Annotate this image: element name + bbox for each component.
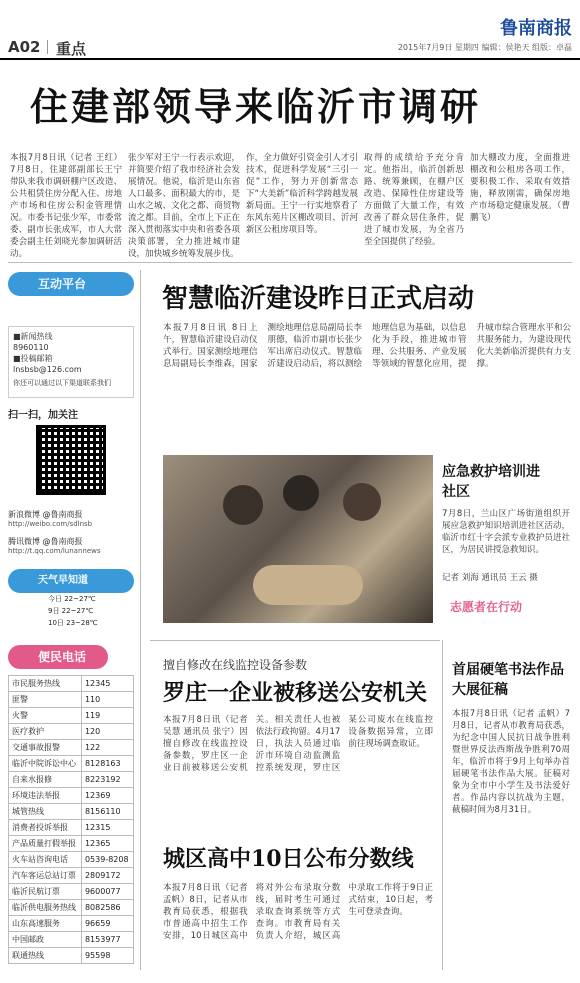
divider	[150, 640, 440, 641]
phone-name: 火车站咨询电话	[9, 852, 82, 868]
phone-row	[9, 692, 134, 708]
email[interactable]: lnsbsb@126.com	[13, 365, 82, 374]
tencent-url[interactable]: http://t.qq.com/lunannews	[8, 547, 101, 555]
phone-name: 匪警	[9, 692, 82, 708]
phone-num: 122	[81, 740, 133, 756]
phone-num: 12369	[81, 788, 133, 804]
qr-code-icon	[36, 425, 106, 495]
volunteer-logo: 志愿者在行动	[450, 600, 523, 614]
phone-row	[9, 884, 134, 900]
phone-row	[9, 788, 134, 804]
news-hotline-label: ■新闻热线	[13, 332, 53, 341]
phone-name: 山东高速服务	[9, 916, 82, 932]
phone-name: 火警	[9, 708, 82, 724]
divider	[8, 262, 572, 263]
column-rule	[442, 640, 443, 970]
contact-box	[8, 326, 134, 398]
phone-row	[9, 708, 134, 724]
weather-title: 天气早知道	[8, 569, 134, 593]
phone-row	[9, 932, 134, 948]
phone-num: 12345	[81, 676, 133, 692]
article3-title: 罗庄一企业被移送公安机关	[163, 680, 428, 706]
article3-kicker: 擅自修改在线监控设备参数	[163, 658, 308, 672]
article4-title: 城区高中10日公布分数线	[163, 846, 414, 872]
weather-day3: 10日 23~28℃	[48, 619, 98, 627]
phone-name: 汽车客运总站订票	[9, 868, 82, 884]
article2-title: 智慧临沂建设昨日正式启动	[162, 284, 475, 314]
phone-name: 产品质量打假举报	[9, 836, 82, 852]
phone-row	[9, 724, 134, 740]
phone-num: 8128163	[81, 756, 133, 772]
phone-name: 临沂中院诉讼中心	[9, 756, 82, 772]
phone-num: 9600077	[81, 884, 133, 900]
scan-label: 扫一扫，加关注	[8, 410, 78, 421]
photo-credit: 记者 刘海 通讯员 王云 摄	[442, 573, 538, 583]
article2-body: 本报7月8日讯 8日上午，智慧临沂建设启动仪式举行。国家测绘地理信息局副局长李维森，国家测绘地理信息局副局长李朋德，临沂市副市长张少军出席启动仪式。智慧临沂建设启动后，将以测绘地理信息为基础，以信息化为手段，推进城市管理、公共服务、产业发展等领域的智慧化应用，提升城市综合管理水平和公共服务能力，为建设现代化大美新临沂提供有力支撑。	[163, 323, 571, 369]
bianmin-title: 便民电话	[8, 645, 108, 669]
scan-note: 你还可以通过以下渠道联系我们	[13, 379, 111, 387]
phone-table	[8, 675, 134, 964]
photo-title: 应急救护培训进社区	[442, 464, 540, 500]
phone-num: 96659	[81, 916, 133, 932]
phone-name: 中国邮政	[9, 932, 82, 948]
phone-name: 城管热线	[9, 804, 82, 820]
header-divider	[47, 40, 48, 54]
phone-row	[9, 820, 134, 836]
phone-num: 2809172	[81, 868, 133, 884]
article5-body: 本报7月8日讯（记者 孟帆）7月8日，记者从市教育局获悉，为纪念中国人民抗日战争胜利暨世界反法西斯战争胜利70周年，临沂市将于9月上旬举办首届硬笔书法作品大展。征稿对象为全市中小学生及书法爱好者。作品内容以抗战为主题，截稿时间为8月31日。	[452, 709, 570, 815]
phone-name: 消费者投诉举报	[9, 820, 82, 836]
article4-body: 本报7月8日讯（记者 孟帆）8日，记者从市教育局获悉，根据我市普通高中招生工作安排，10日城区高中将对外公布录取分数线，届时考生可通过录取查询系统等方式查询。市教育局有关负责人介绍，城区高中录取工作将于9日正式结束，10日起，考生可登录查询。	[163, 883, 433, 941]
phone-row	[9, 836, 134, 852]
article3-body: 本报7月8日讯（记者 吴慧 通讯员 张宁）因擅自修改在线监控设备参数，罗庄区一企业日前被移送公安机关。相关责任人也被依法行政拘留。4月17日，执法人员通过临沂市环境自动监测监控系统发现，罗庄区某公司废水在线监控设备数据异常，立即前往现场调查取证。	[163, 715, 433, 773]
phone-name: 临沂民航订票	[9, 884, 82, 900]
page-header	[0, 0, 580, 60]
main-headline: 住建部领导来临沂市调研	[30, 84, 482, 129]
main-body-col2: 张少军对王宁一行表示欢迎，并简要介绍了我市经济社会发展情况。他说，临沂是山东省人口最多、面积最大的市，是山水之城、文化之都、商贸物流之都。目前，全市上下正在深入贯彻落实中央和省委各项决策部署，全力推进城市建设，加快城乡统筹发展步伐。	[128, 153, 240, 259]
brand-logo: 鲁南商报	[500, 18, 572, 39]
main-body-col5: 加大棚改力度，全面推进棚改和公租房各项工作，要积极工作、采取有效措施，释放刚需，确保房地产市场稳定健康发展。（曹鹏飞）	[470, 153, 570, 223]
phone-num: 110	[81, 692, 133, 708]
weather-day2: 9日 22~27℃	[48, 607, 94, 615]
main-body-col3: 作，全力做好引资金引人才引技术，促进科学发展“三引一促”工作，努力开创新常态下“大美新”临沂科学跨越发展新局面。王宁一行实地察看了东风东苑片区棚改项目、沂河新区公租房项目等。	[246, 153, 358, 235]
phone-name: 联通热线	[9, 948, 82, 964]
column-rule	[140, 270, 141, 970]
phone-row	[9, 868, 134, 884]
phone-row	[9, 852, 134, 868]
phone-num: 12365	[81, 836, 133, 852]
tencent-label: 腾讯微博 @鲁南商报	[8, 537, 83, 546]
tougao-label: ■投稿邮箱	[13, 354, 53, 363]
phone-num: 8153977	[81, 932, 133, 948]
phone-num: 120	[81, 724, 133, 740]
phone-name: 医疗救护	[9, 724, 82, 740]
phone-row	[9, 756, 134, 772]
main-body-col1: 本报7月8日讯（记者 王红）7月8日，住建部副部长王宁带队来我市调研棚户区改造、公共租赁住房分配入住、房地产市场和住房公积金管理情况。市委书记张少军，市委常委、副市长张成军，市人大常委会副主任刘晓光参加调研活动。	[10, 153, 122, 259]
weibo-url[interactable]: http://weibo.com/sdlnsb	[8, 520, 93, 528]
hudong-title: 互动平台	[8, 272, 134, 296]
phone-row	[9, 804, 134, 820]
dateline: 2015年7月9日 星期四 编辑：侯艳天 组版：卓磊	[397, 43, 572, 52]
training-photo	[163, 455, 433, 623]
phone-name: 临沂供电服务热线	[9, 900, 82, 916]
section-name: 重点	[56, 40, 87, 58]
phone-row	[9, 676, 134, 692]
article5-title: 首届硬笔书法作品大展征稿	[452, 662, 564, 698]
phone-row	[9, 916, 134, 932]
phone-num: 95598	[81, 948, 133, 964]
news-hotline-number: 8960110	[13, 343, 49, 352]
phone-row	[9, 772, 134, 788]
phone-name: 环境违法举报	[9, 788, 82, 804]
main-body-col4: 取得的成绩给予充分肯定。他指出，临沂创新思路、统筹兼顾，在棚户区改造、保障性住房建设等方面做了大量工作，有效改善了群众居住条件，促进了城市发展，为全省乃至全国提供了经验。	[364, 153, 464, 247]
phone-row	[9, 740, 134, 756]
phone-num: 8223192	[81, 772, 133, 788]
weather-list	[8, 593, 134, 629]
weibo-label: 新浪微博 @鲁南商报	[8, 510, 83, 519]
phone-num: 8156110	[81, 804, 133, 820]
phone-num: 0539-8208	[81, 852, 133, 868]
phone-num: 119	[81, 708, 133, 724]
sidebar	[8, 272, 134, 972]
phone-row	[9, 900, 134, 916]
page-number: A02	[8, 38, 41, 56]
phone-name: 交通事故报警	[9, 740, 82, 756]
phone-name: 自来水报修	[9, 772, 82, 788]
phone-row	[9, 948, 134, 964]
weather-today: 今日 22~27℃	[48, 595, 96, 603]
phone-num: 8082586	[81, 900, 133, 916]
phone-name: 市民服务热线	[9, 676, 82, 692]
photo-caption: 7月8日，兰山区广场街道组织开展应急救护知识培训进社区活动，临沂市红十字会派专业救护员进社区，为居民讲授急救知识。	[442, 509, 570, 555]
phone-num: 12315	[81, 820, 133, 836]
